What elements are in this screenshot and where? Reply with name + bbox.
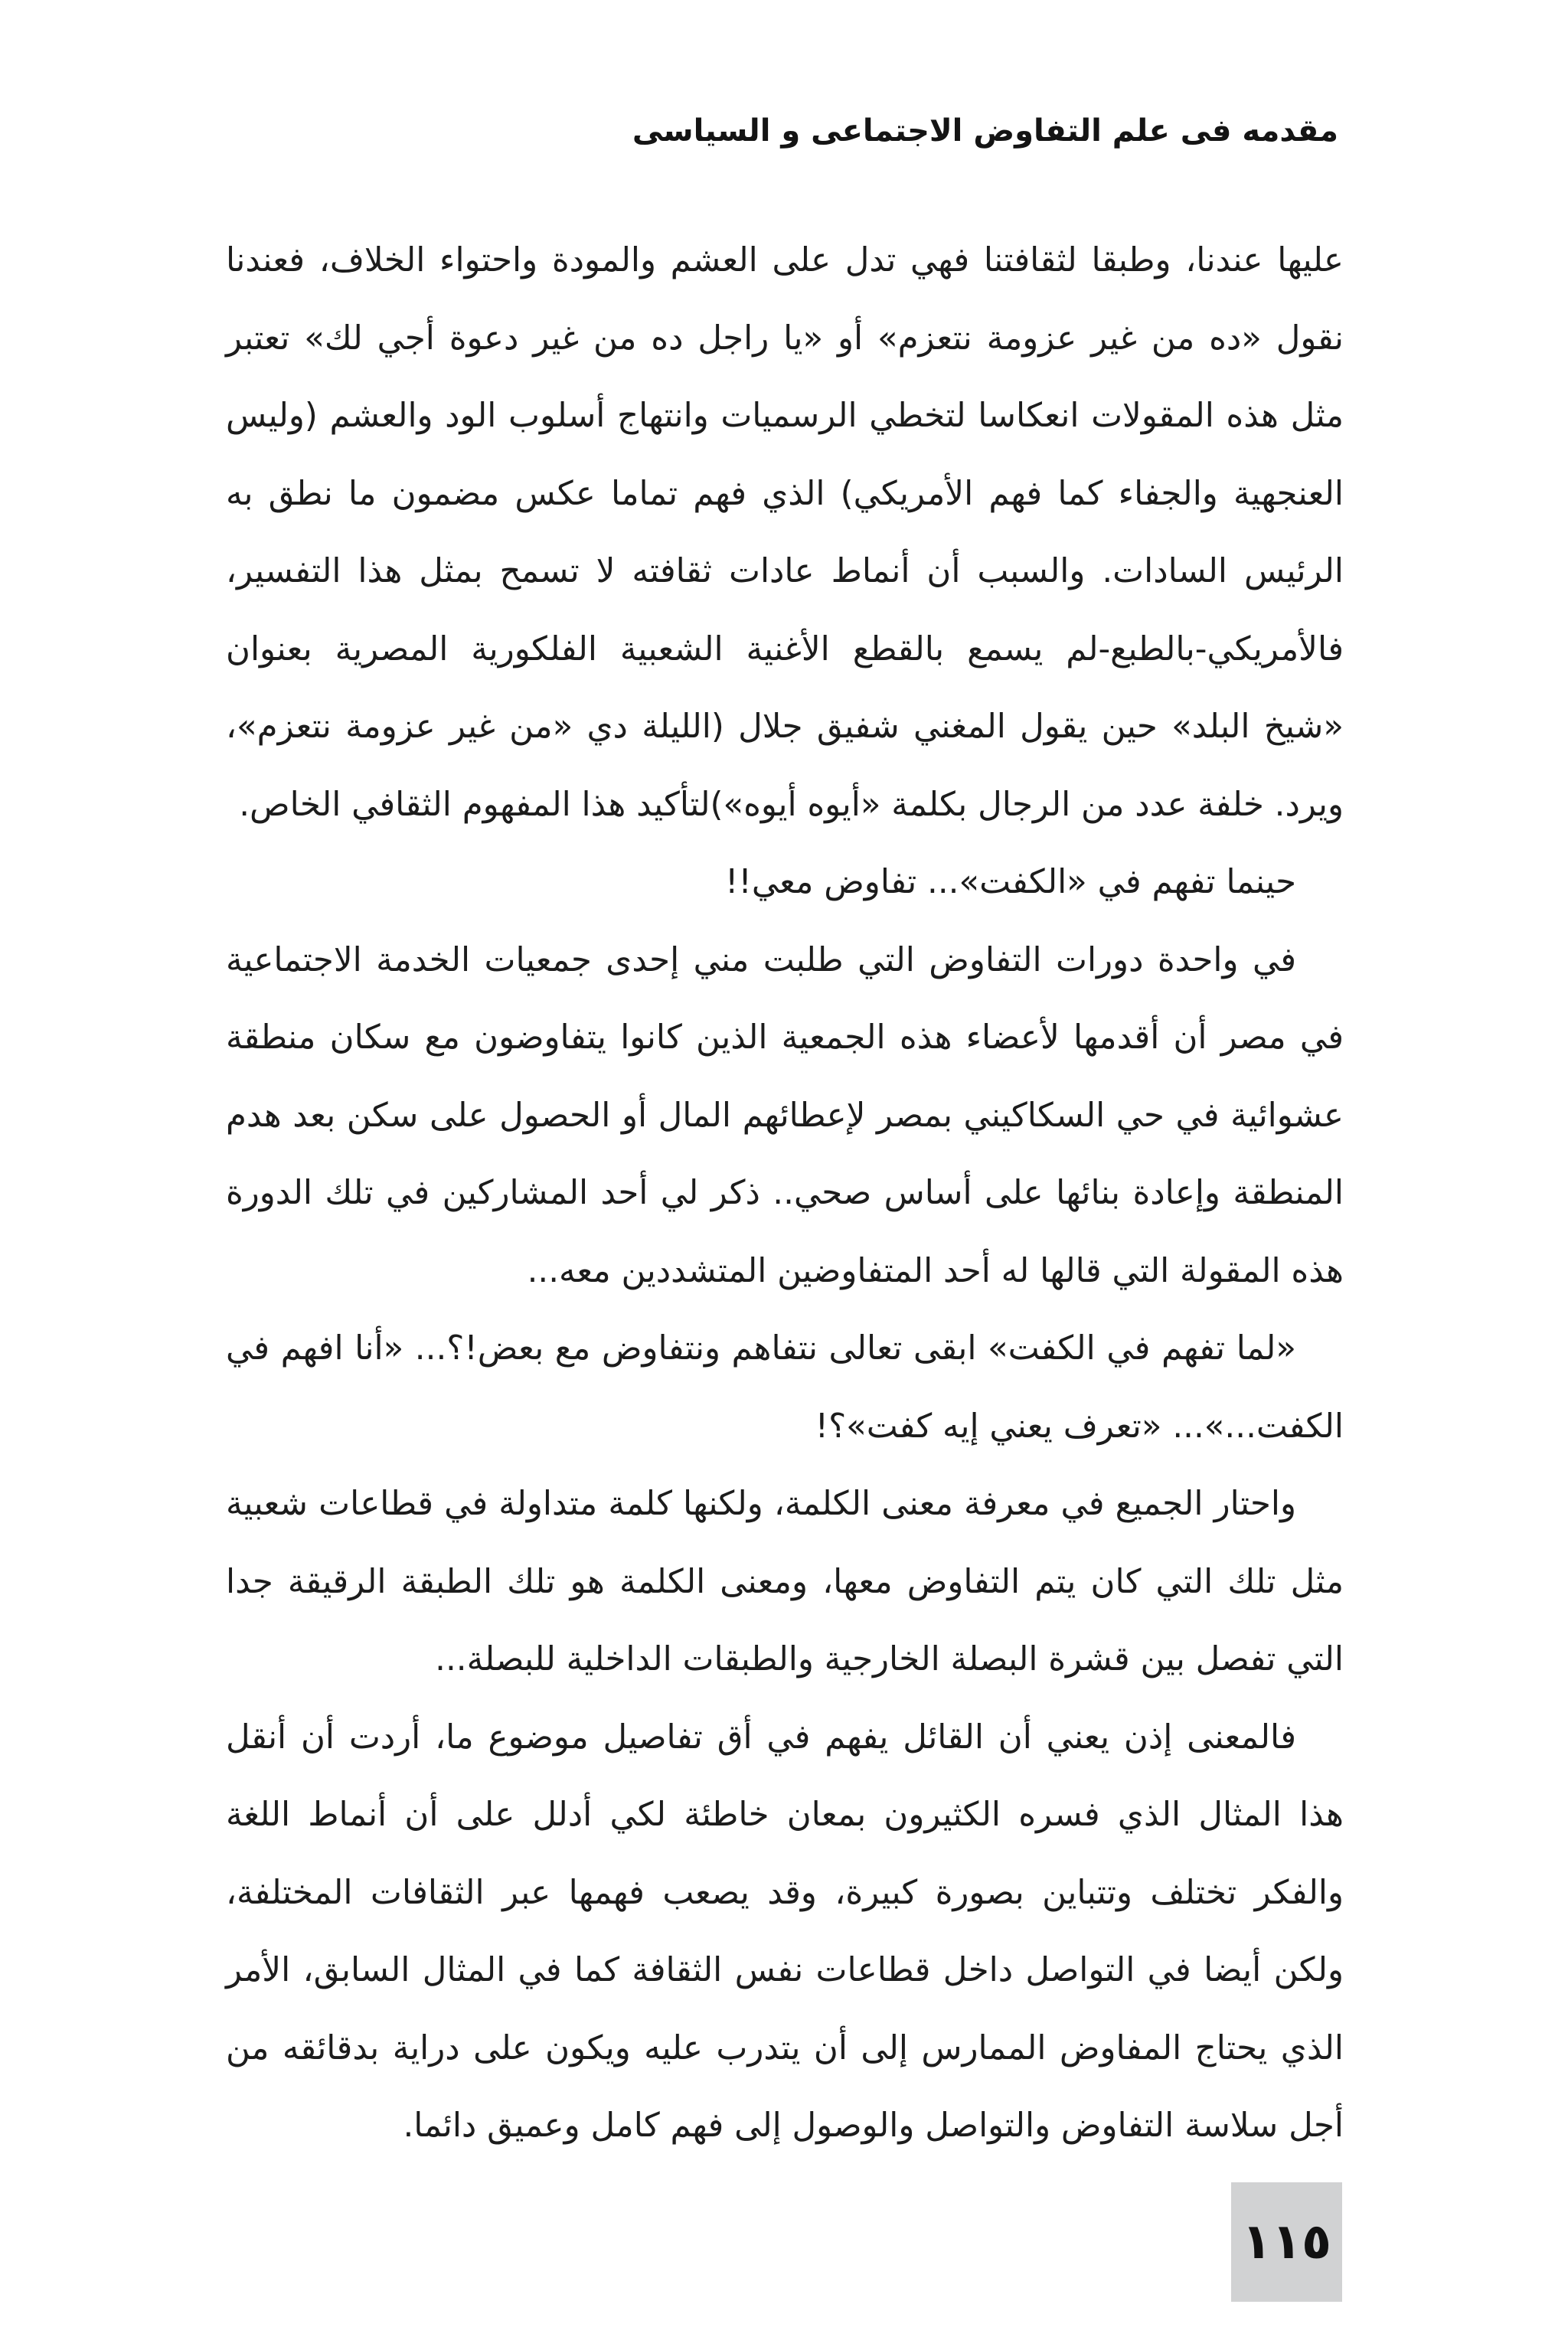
running-header-title: مقدمه فى علم التفاوض الاجتماعى و السياسى xyxy=(632,113,1338,149)
paragraph-continuation: عليها عندنا، وطبقا لثقافتنا فهي تدل على العشم والمودة واحتواء الخلاف، فعندنا نقول «ده من غير عزومة نتعزم» أو «يا راجل ده من غير دعوة أجي لك» تعتبر مثل هذه المقولات انعكاسا لتخطي الرسميات وانتهاج أسلوب الود والعشم (وليس العنجهية والجفاء كما فهم الأمريكي) الذي فهم تماما عكس مضمون ما نطق به الرئيس السادات. والسبب أن أنماط عادات ثقافته لا تسمح بمثل هذا التفسير، فالأمريكي-بالطبع-لم يسمع بالقطع الأغنية الشعبية الفلكورية المصرية بعنوان «شيخ البلد» حين يقول المغني شفيق جلال (الليلة دي «من غير عزومة نتعزم»، ويرد. خلفة عدد من الرجال بكلمة «أيوه أيوه»)لتأكيد هذا المفهوم الثقافي الخاص. xyxy=(226,241,1344,824)
page-number: ١١٥ xyxy=(1241,2214,1332,2270)
page-number-box xyxy=(1231,2182,1342,2302)
paragraph-workshop-story: في واحدة دورات التفاوض التي طلبت مني إحدى جمعيات الخدمة الاجتماعية في مصر أن أقدمها لأعضاء هذه الجمعية الذين كانوا يتفاوضون مع سكان منطقة عشوائية في حي السكاكيني بمصر لإعطائهم المال أو الحصول على سكن بعد هدم المنطقة وإعادة بنائها على أساس صحي.. ذكر لي أحد المشاركين في تلك الدورة هذه المقولة التي قالها له أحد المتفاوضين المتشددين معه... xyxy=(226,940,1344,1290)
section-subheading: حينما تفهم في «الكفت»... تفاوض معي!! xyxy=(724,863,1296,901)
paragraph-quoted-dialogue: «لما تفهم في الكفت» ابقى تعالى نتفاهم ونتفاوض مع بعض!؟... «أنا افهم في الكفت...»... «تعرف يعني إيه كفت»؟! xyxy=(226,1329,1344,1446)
paragraph-word-meaning: واحتار الجميع في معرفة معنى الكلمة، ولكنها كلمة متداولة في قطاعات شعبية مثل تلك التي كان يتم التفاوض معها، ومعنى الكلمة هو تلك الطبقة الرقيقة جدا التي تفصل بين قشرة البصلة الخارجية والطبقات الداخلية للبصلة... xyxy=(226,1485,1344,1678)
page-body-text xyxy=(226,222,1344,2145)
paragraph-conclusion: فالمعنى إذن يعني أن القائل يفهم في أق تفاصيل موضوع ما، أردت أن أنقل هذا المثال الذي فسره الكثيرون بمعان خاطئة لكي أدلل على أن أنماط اللغة والفكر تختلف وتتباين بصورة كبيرة، وقد يصعب فهمها عبر الثقافات المختلفة، ولكن أيضا في التواصل داخل قطاعات نفس الثقافة كما في المثال السابق، الأمر الذي يحتاج المفاوض الممارس إلى أن يتدرب عليه ويكون على دراية بدقائقه من أجل سلاسة التفاوض والتواصل والوصول إلى فهم كامل وعميق دائما. xyxy=(226,1718,1344,2145)
